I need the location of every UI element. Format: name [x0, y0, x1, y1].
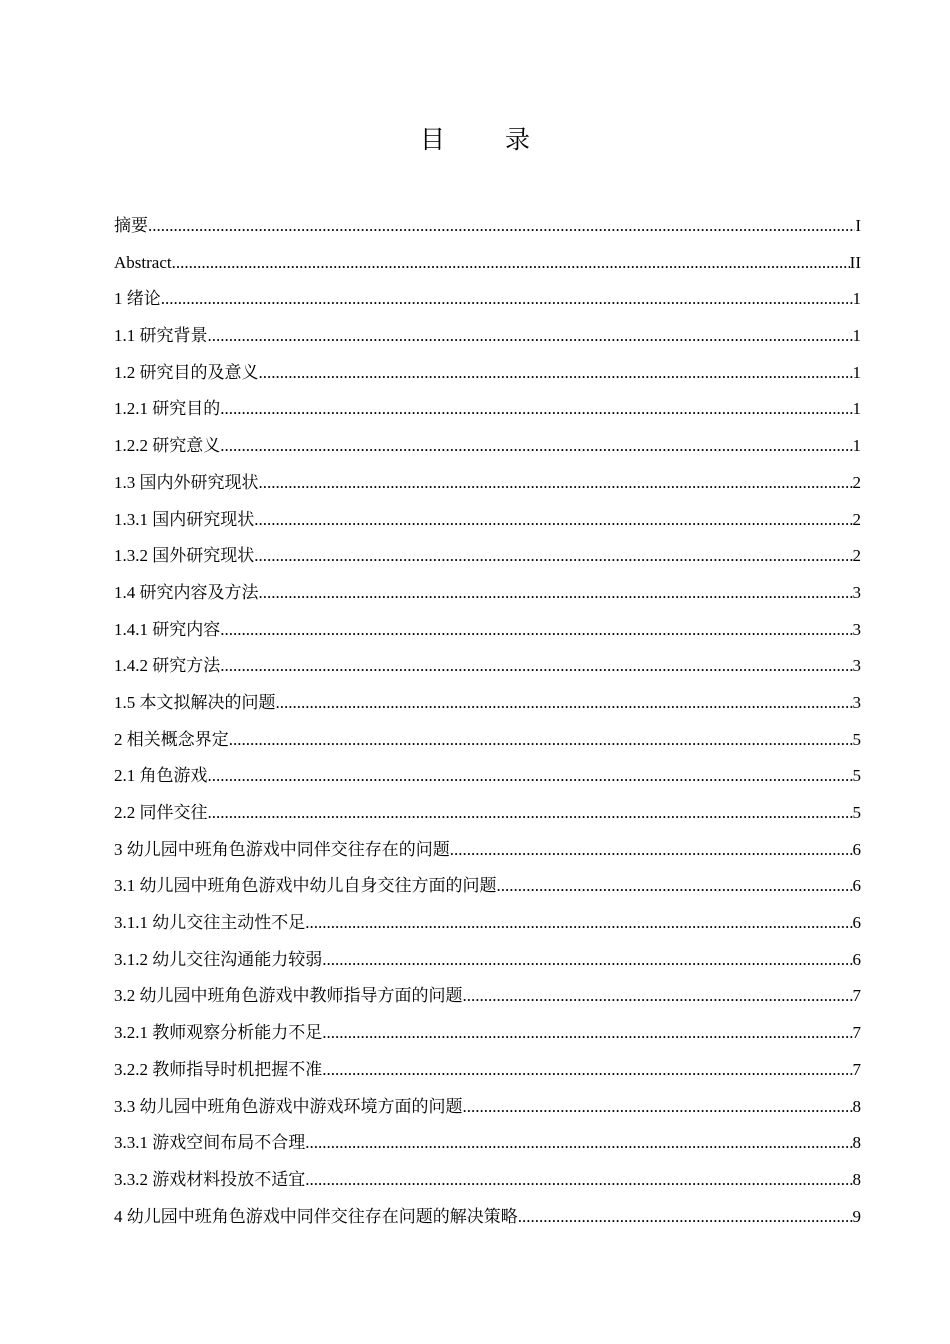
toc-entry-label: 2.1 角色游戏	[114, 766, 208, 786]
toc-entry-label: 2.2 同伴交往	[114, 803, 208, 822]
toc-entry-label: 3.3.1 游戏空间布局不合理	[114, 1133, 306, 1153]
toc-entry-label: 3.1.2 幼儿交往沟通能力较弱	[114, 949, 323, 969]
toc-entry[interactable]	[114, 281, 861, 318]
toc-entry[interactable]	[114, 978, 861, 1015]
toc-entry-label: 1.2.1 研究目的	[114, 399, 221, 419]
toc-entry-page-number: 5	[852, 803, 861, 822]
toc-entry-label: 3.3.2 游戏材料投放不适宜	[114, 1169, 306, 1189]
toc-dot-leader	[463, 1089, 853, 1126]
toc-entry[interactable]	[114, 758, 861, 795]
toc-entry-page-number: 1	[852, 362, 861, 382]
toc-entry-label: 1.4 研究内容及方法	[114, 582, 259, 602]
toc-entry-page-number: 6	[852, 839, 861, 859]
toc-entry[interactable]	[114, 391, 861, 428]
toc-dot-leader	[220, 428, 852, 465]
toc-entry-page-number: 2	[852, 546, 861, 566]
toc-dot-leader	[220, 391, 852, 428]
toc-entry[interactable]	[114, 1125, 861, 1162]
toc-entry-label: 1.2.2 研究意义	[114, 436, 221, 456]
toc-dot-leader	[259, 575, 853, 612]
toc-entry[interactable]	[114, 575, 861, 612]
toc-dot-leader	[497, 868, 853, 905]
toc-dot-leader	[208, 318, 853, 355]
toc-entry[interactable]	[114, 685, 861, 722]
toc-entry-page-number: 1	[852, 399, 861, 419]
toc-dot-leader	[254, 538, 852, 575]
toc-entry[interactable]	[114, 795, 861, 832]
toc-entry-page-number: 2	[852, 509, 861, 529]
toc-entry-page-number: 1	[852, 436, 861, 456]
toc-entry[interactable]	[114, 868, 861, 905]
toc-entry-label: 1.4.1 研究内容	[114, 619, 221, 639]
toc-dot-leader	[229, 722, 853, 759]
toc-dot-leader	[305, 1125, 852, 1162]
toc-entry-page-number: 3	[852, 619, 861, 639]
toc-entry-label: 1.2 研究目的及意义	[114, 362, 259, 382]
toc-entry-page-number: 8	[852, 1133, 861, 1153]
toc-entry[interactable]	[114, 942, 861, 979]
toc-entry-page-number: 5	[852, 766, 861, 786]
toc-entry-label: 1.3.2 国外研究现状	[114, 546, 255, 566]
toc-dot-leader	[161, 281, 853, 318]
toc-dot-leader	[322, 1015, 852, 1052]
toc-entry[interactable]	[114, 318, 861, 355]
toc-dot-leader	[276, 685, 853, 722]
toc-entry[interactable]	[114, 465, 861, 502]
toc-entry-page-number: 8	[852, 1096, 861, 1116]
toc-entry[interactable]	[114, 538, 861, 575]
toc-entry-label: 1.3.1 国内研究现状	[114, 509, 255, 529]
toc-entry-label: Abstract	[114, 252, 172, 272]
toc-dot-leader	[259, 355, 853, 392]
toc-entry[interactable]	[114, 1015, 861, 1052]
toc-entry[interactable]	[114, 832, 861, 869]
toc-entry[interactable]	[114, 1162, 861, 1199]
toc-dot-leader	[254, 502, 852, 539]
toc-entry-label: 4 幼儿园中班角色游戏中同伴交往存在问题的解决策略	[114, 1206, 518, 1226]
toc-dot-leader	[208, 795, 853, 832]
toc-entry-label: 3.1.1 幼儿交往主动性不足	[114, 913, 306, 933]
toc-entry-label: 1.3 国内外研究现状	[114, 472, 259, 492]
toc-entry[interactable]	[114, 648, 861, 685]
toc-entry[interactable]	[114, 1089, 861, 1126]
toc-dot-leader	[172, 245, 850, 282]
toc-entry-label: 1.1 研究背景	[114, 326, 208, 346]
toc-dot-leader	[208, 758, 853, 795]
toc-entry-label: 3.1 幼儿园中班角色游戏中幼儿自身交往方面的问题	[114, 876, 497, 896]
toc-dot-leader	[305, 1162, 852, 1199]
toc-entry-page-number: I	[855, 216, 861, 235]
toc-entry-label: 3.2.2 教师指导时机把握不准	[114, 1059, 323, 1079]
toc-entry-page-number: 7	[852, 1059, 861, 1079]
toc-entry-page-number: 3	[852, 582, 861, 602]
toc-dot-leader	[322, 1052, 852, 1089]
toc-entry-label: 摘要	[114, 216, 148, 235]
toc-dot-leader	[322, 942, 852, 979]
toc-dot-leader	[463, 978, 853, 1015]
table-of-contents	[114, 208, 861, 1235]
toc-entry[interactable]	[114, 905, 861, 942]
toc-entry[interactable]	[114, 502, 861, 539]
toc-entry-page-number: 1	[852, 326, 861, 346]
toc-entry-page-number: 8	[852, 1169, 861, 1189]
toc-dot-leader	[148, 208, 855, 245]
toc-entry-page-number: 6	[852, 913, 861, 933]
toc-dot-leader	[259, 465, 853, 502]
toc-entry-page-number: 3	[852, 656, 861, 676]
toc-entry-page-number: 5	[852, 729, 861, 749]
toc-entry-page-number: II	[849, 252, 861, 272]
toc-dot-leader	[220, 648, 852, 685]
toc-entry-label: 3 幼儿园中班角色游戏中同伴交往存在的问题	[114, 839, 450, 859]
toc-entry[interactable]	[114, 355, 861, 392]
toc-dot-leader	[450, 832, 853, 869]
toc-entry-label: 1.4.2 研究方法	[114, 656, 221, 676]
toc-entry-label: 3.2.1 教师观察分析能力不足	[114, 1023, 323, 1043]
toc-entry[interactable]	[114, 612, 861, 649]
toc-entry[interactable]	[114, 1052, 861, 1089]
toc-entry-label: 3.2 幼儿园中班角色游戏中教师指导方面的问题	[114, 986, 463, 1006]
toc-entry[interactable]	[114, 245, 861, 282]
toc-entry-page-number: 3	[852, 692, 861, 712]
toc-entry-label: 1 绪论	[114, 289, 161, 309]
toc-entry-page-number: 6	[852, 876, 861, 896]
toc-entry-label: 1.5 本文拟解决的问题	[114, 692, 276, 712]
page-title: 目 录	[420, 125, 556, 154]
toc-entry-label: 3.3 幼儿园中班角色游戏中游戏环境方面的问题	[114, 1096, 463, 1116]
toc-dot-leader	[220, 612, 852, 649]
toc-entry[interactable]	[114, 722, 861, 759]
toc-entry[interactable]	[114, 1199, 861, 1236]
toc-dot-leader	[305, 905, 852, 942]
toc-entry[interactable]	[114, 428, 861, 465]
toc-dot-leader	[518, 1199, 853, 1236]
toc-entry-page-number: 9	[852, 1206, 861, 1226]
toc-entry-page-number: 7	[852, 986, 861, 1006]
toc-entry-page-number: 1	[852, 289, 861, 309]
toc-entry-page-number: 2	[852, 472, 861, 492]
toc-entry-page-number: 6	[852, 949, 861, 969]
toc-entry-label: 2 相关概念界定	[114, 729, 229, 749]
toc-entry-page-number: 7	[852, 1023, 861, 1043]
toc-entry[interactable]	[114, 208, 861, 245]
